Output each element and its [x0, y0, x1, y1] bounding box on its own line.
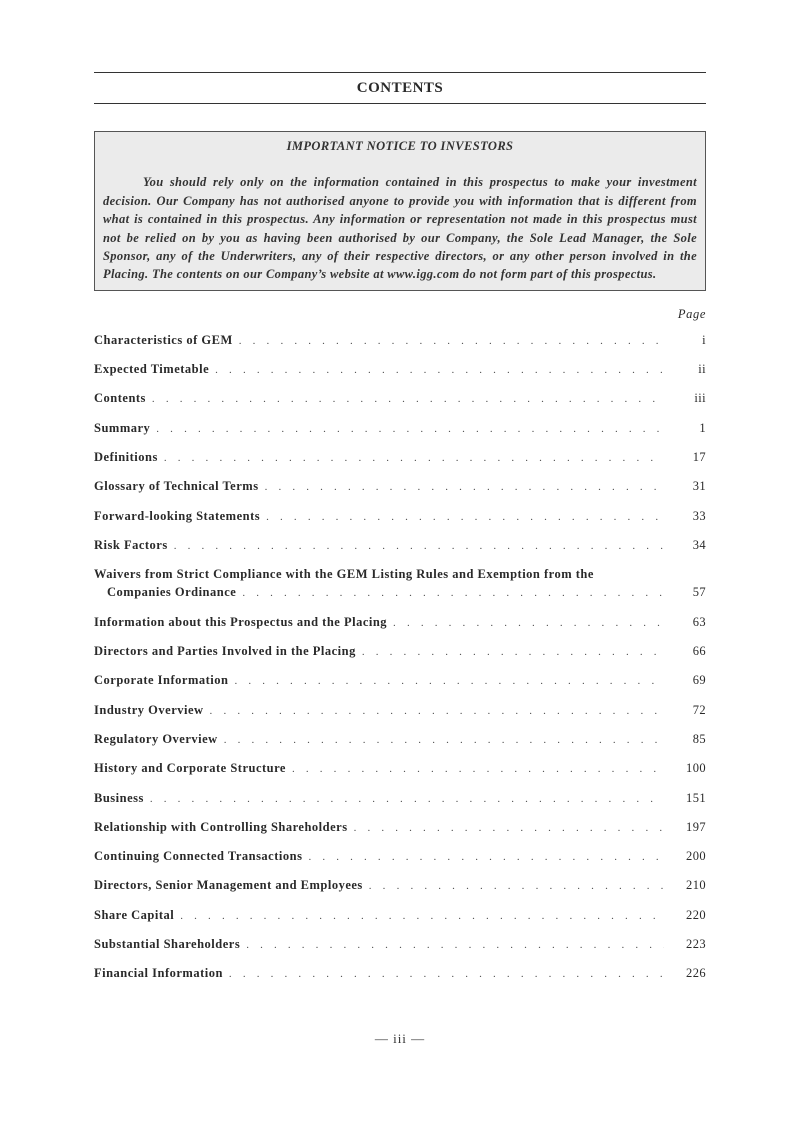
toc-entry-page: 31 — [692, 479, 706, 494]
dot-leader — [292, 755, 664, 784]
dot-leader — [393, 609, 664, 638]
dot-leader — [156, 415, 664, 444]
dot-leader — [164, 444, 664, 473]
toc-entry-label: Directors and Parties Involved in the Placing — [94, 644, 356, 659]
toc-entry[interactable] — [94, 754, 706, 783]
toc-entry-label: Business — [94, 790, 144, 805]
toc-entry[interactable] — [94, 725, 706, 754]
dot-leader — [242, 584, 664, 603]
toc-entry[interactable] — [94, 384, 706, 413]
toc-entry[interactable] — [94, 842, 706, 871]
important-notice-box — [94, 131, 706, 291]
toc-entry-page: ii — [698, 362, 706, 377]
notice-title: IMPORTANT NOTICE TO INVESTORS — [286, 139, 514, 153]
toc-entry-label: Corporate Information — [94, 673, 229, 688]
toc-entry[interactable] — [94, 696, 706, 725]
table-of-contents — [94, 326, 706, 989]
dot-leader — [215, 356, 664, 385]
toc-entry-page: i — [702, 332, 706, 347]
dot-leader — [174, 532, 664, 561]
toc-entry-label: Summary — [94, 420, 151, 435]
toc-entry[interactable] — [94, 930, 706, 959]
toc-entry-label: Continuing Connected Transactions — [94, 849, 303, 864]
dot-leader — [369, 872, 664, 901]
toc-entry-page: 100 — [686, 761, 706, 776]
toc-entry[interactable] — [94, 784, 706, 813]
toc-entry-page: 220 — [686, 907, 706, 922]
toc-entry[interactable] — [94, 443, 706, 472]
toc-entry-label: Financial Information — [94, 966, 223, 981]
dot-leader — [265, 473, 664, 502]
page-title: CONTENTS — [356, 80, 444, 96]
toc-entry-label: Relationship with Controlling Shareholders — [94, 819, 348, 834]
toc-entry[interactable] — [94, 666, 706, 695]
dot-leader — [308, 843, 664, 872]
toc-entry-label: Directors, Senior Management and Employees — [94, 878, 363, 893]
toc-entry-page: 210 — [686, 878, 706, 893]
toc-entry[interactable] — [94, 414, 706, 443]
dot-leader — [180, 902, 664, 931]
dot-leader — [354, 814, 664, 843]
toc-entry-label: Waivers from Strict Compliance with the GEM Listing Rules and Exemption from the — [94, 566, 594, 581]
toc-entry-page: 63 — [692, 614, 706, 629]
toc-entry[interactable] — [94, 560, 706, 608]
toc-entry[interactable] — [94, 472, 706, 501]
dot-leader — [210, 697, 664, 726]
toc-entry-label: Risk Factors — [94, 537, 168, 552]
notice-body: You should rely only on the information contained in this prospectus to make your investment decision. Our Company has not authorised anyone to provide you with information that is different from what is contained in this prospectus. Any information or representation not made in this prospectus must not be relied on by you as having been authorised by our Company, the Sole Lead Manager, the Sole Sponsor, any of the Underwriters, any of their respective directors, or any other person involved in the Placing. The contents on our Company’s website at www.igg.com do not form part of this prospectus. — [103, 175, 697, 282]
toc-entry[interactable] — [94, 608, 706, 637]
toc-entry[interactable] — [94, 959, 706, 988]
toc-entry-label: Contents — [94, 391, 146, 406]
dot-leader — [152, 385, 664, 414]
dot-leader — [266, 503, 664, 532]
dot-leader — [362, 638, 664, 667]
toc-entry[interactable] — [94, 637, 706, 666]
toc-entry-label: Industry Overview — [94, 702, 204, 717]
toc-entry-label: Substantial Shareholders — [94, 937, 241, 952]
page-column-heading: Page — [677, 306, 706, 321]
toc-entry[interactable] — [94, 871, 706, 900]
toc-entry-page: 151 — [686, 790, 706, 805]
toc-entry-label: Expected Timetable — [94, 362, 210, 377]
toc-entry-page: 33 — [692, 508, 706, 523]
toc-entry-page: 1 — [699, 420, 706, 435]
toc-entry[interactable] — [94, 502, 706, 531]
toc-entry-label: Glossary of Technical Terms — [94, 479, 259, 494]
toc-entry-label: Definitions — [94, 450, 158, 465]
toc-entry-label: History and Corporate Structure — [94, 761, 286, 776]
toc-entry-page: 66 — [692, 644, 706, 659]
document-page — [94, 72, 706, 989]
dot-leader — [150, 785, 664, 814]
toc-entry-label: Characteristics of GEM — [94, 332, 233, 347]
toc-entry-label: Information about this Prospectus and the Placing — [94, 614, 388, 629]
dot-leader — [234, 667, 664, 696]
toc-entry[interactable] — [94, 531, 706, 560]
page-number-footer: — iii — — [374, 1031, 426, 1046]
dot-leader — [246, 931, 664, 960]
toc-entry-page: 200 — [686, 849, 706, 864]
toc-entry-page: 223 — [686, 937, 706, 952]
toc-entry-label: Forward-looking Statements — [94, 508, 261, 523]
dot-leader — [224, 726, 664, 755]
toc-entry-page: 57 — [692, 585, 706, 600]
toc-entry-label-continued: Companies Ordinance — [107, 585, 237, 600]
toc-entry-page: iii — [694, 391, 706, 406]
toc-entry-page: 226 — [686, 966, 706, 981]
toc-entry[interactable] — [94, 326, 706, 355]
toc-entry[interactable] — [94, 813, 706, 842]
dot-leader — [239, 327, 664, 356]
toc-entry-page: 17 — [692, 450, 706, 465]
toc-entry-label: Regulatory Overview — [94, 732, 218, 746]
toc-entry-label: Share Capital — [94, 907, 175, 922]
toc-entry-page: 85 — [692, 732, 706, 746]
toc-entry[interactable] — [94, 355, 706, 384]
toc-entry-page: 34 — [692, 537, 706, 552]
toc-entry-page: 72 — [692, 702, 706, 717]
toc-entry-page: 197 — [686, 819, 706, 834]
header-bottom-rule — [94, 103, 706, 104]
dot-leader — [229, 960, 664, 989]
toc-entry[interactable] — [94, 901, 706, 930]
toc-entry-page: 69 — [692, 673, 706, 688]
